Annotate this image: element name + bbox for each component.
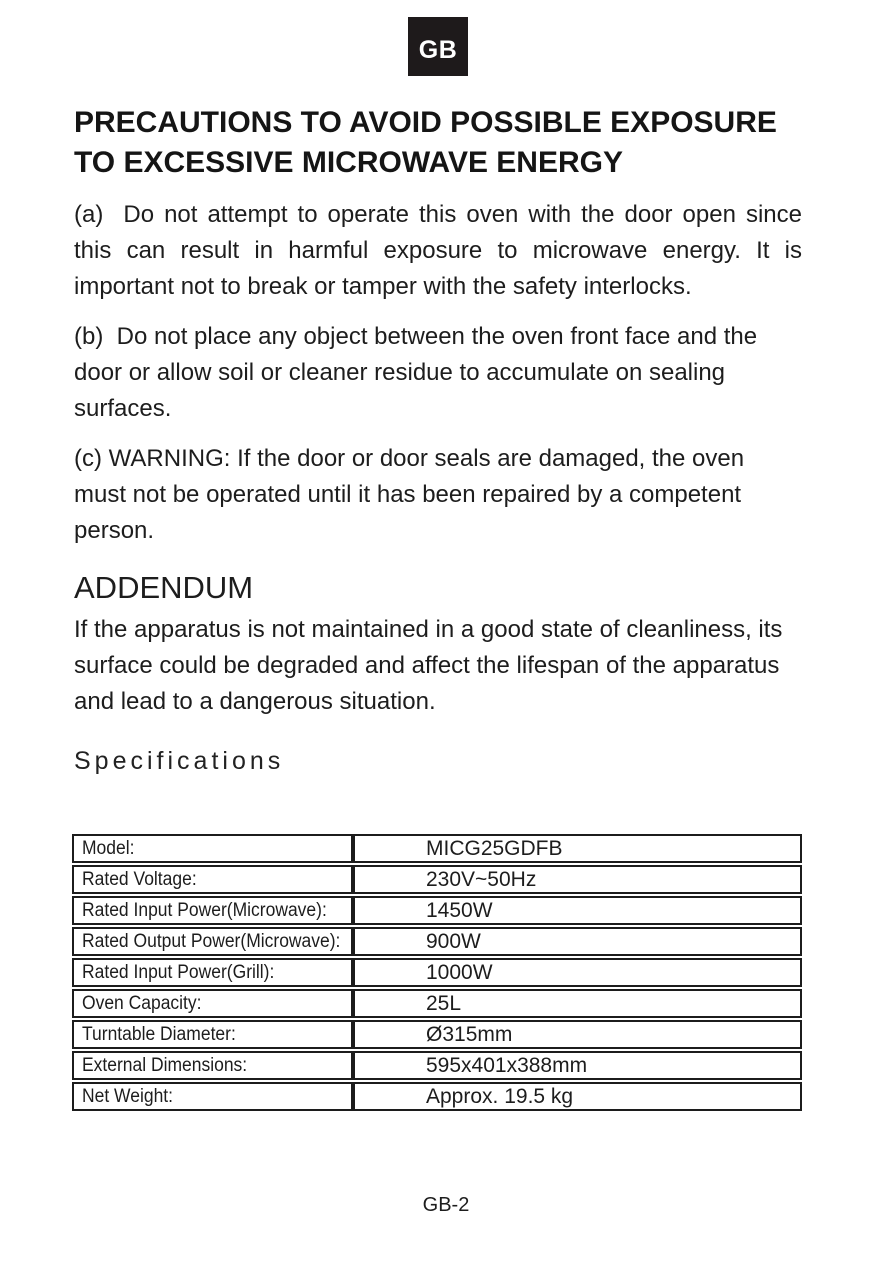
spec-label: Oven Capacity: <box>72 989 353 1018</box>
spec-label: Rated Input Power(Grill): <box>72 958 353 987</box>
spec-row-rated-voltage <box>72 865 802 894</box>
spec-label: Rated Input Power(Microwave): <box>72 896 353 925</box>
precautions-title: PRECAUTIONS TO AVOID POSSIBLE EXPOSURE TO EXCESSIVE MICROWAVE ENERGY <box>74 106 777 179</box>
spec-value: 900W <box>353 927 802 956</box>
spec-label: Model: <box>72 834 353 863</box>
spec-value: 1000W <box>353 958 802 987</box>
addendum-title: ADDENDUM <box>74 570 254 605</box>
spec-row-oven-capacity <box>72 989 802 1018</box>
spec-value: 1450W <box>353 896 802 925</box>
language-badge: GB <box>408 17 468 76</box>
spec-value: Approx. 19.5 kg <box>353 1082 802 1111</box>
specifications-title: Specifications <box>74 747 285 775</box>
spec-row-input-power-microwave <box>72 896 802 925</box>
spec-row-net-weight <box>72 1082 802 1111</box>
spec-row-turntable-diameter <box>72 1020 802 1049</box>
precaution-paragraph-a: (a) Do not attempt to operate this oven with the door open since this can result in harmful exposure to microwave energy. It is important not to break or tamper with the safety interlocks. <box>74 201 802 300</box>
spec-label: Net Weight: <box>72 1082 353 1111</box>
spec-row-model <box>72 834 802 863</box>
spec-label: Rated Voltage: <box>72 865 353 894</box>
spec-value: Ø315mm <box>353 1020 802 1049</box>
spec-label: External Dimensions: <box>72 1051 353 1080</box>
specifications-table <box>72 832 802 1113</box>
spec-value: 230V~50Hz <box>353 865 802 894</box>
precaution-paragraph-c: (c) WARNING: If the door or door seals are damaged, the oven must not be operated until it has been repaired by a competent person. <box>74 445 745 544</box>
page-number: GB-2 <box>422 1194 470 1216</box>
spec-row-output-power-microwave <box>72 927 802 956</box>
precaution-paragraph-b: (b) Do not place any object between the oven front face and the door or allow soil or cleaner residue to accumulate on sealing surfaces. <box>74 323 758 422</box>
language-badge-row <box>74 17 802 77</box>
spec-value: 25L <box>353 989 802 1018</box>
spec-value: MICG25GDFB <box>353 834 802 863</box>
spec-label: Rated Output Power(Microwave): <box>72 927 353 956</box>
addendum-paragraph: If the apparatus is not maintained in a good state of cleanliness, its surface could be degraded and affect the lifespan of the apparatus and lead to a dangerous situation. <box>74 616 783 715</box>
spec-label: Turntable Diameter: <box>72 1020 353 1049</box>
spec-row-external-dimensions <box>72 1051 802 1080</box>
spec-value: 595x401x388mm <box>353 1051 802 1080</box>
spec-row-input-power-grill <box>72 958 802 987</box>
